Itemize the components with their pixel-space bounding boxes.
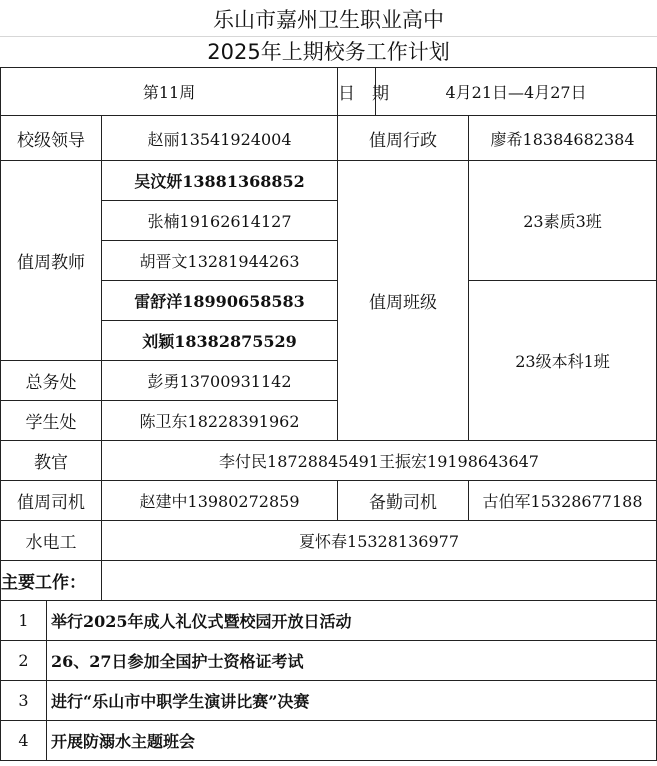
- work-item-text: 开展防溺水主题班会: [47, 721, 657, 761]
- backup-driver-value: 古伯军15328677188: [469, 481, 657, 521]
- work-item-text: 进行“乐山市中职学生演讲比赛”决赛: [47, 681, 657, 721]
- teacher-2: 张楠19162614127: [102, 201, 338, 241]
- instructor-label: 教官: [1, 441, 102, 481]
- backup-driver-label: 备勤司机: [338, 481, 469, 521]
- driver-label: 值周司机: [1, 481, 102, 521]
- student-office-label: 学生处: [1, 401, 102, 441]
- teachers-label: 值周教师: [1, 161, 102, 361]
- date-label: 日 期: [338, 68, 376, 116]
- work-item-num: 2: [1, 641, 47, 681]
- electrician-value: 夏怀春15328136977: [102, 521, 657, 561]
- instructor-value: 李付民18728845491王振宏19198643647: [102, 441, 657, 481]
- duty-class-2: 23级本科1班: [469, 281, 657, 441]
- admin-value: 廖希18384682384: [469, 116, 657, 161]
- driver-value: 赵建中13980272859: [102, 481, 338, 521]
- leader-value: 赵丽13541924004: [102, 116, 338, 161]
- main-work-label: 主要工作：: [1, 561, 102, 601]
- teacher-3: 胡晋文13281944263: [102, 241, 338, 281]
- duty-schedule-table: [0, 67, 657, 761]
- work-item-text: 举行2025年成人礼仪式暨校园开放日活动: [47, 601, 657, 641]
- week-label: 第11周: [1, 68, 338, 116]
- work-item-text: 26、27日参加全国护士资格证考试: [47, 641, 657, 681]
- admin-label: 值周行政: [338, 116, 469, 161]
- general-affairs-label: 总务处: [1, 361, 102, 401]
- electrician-label: 水电工: [1, 521, 102, 561]
- duty-class-1: 23素质3班: [469, 161, 657, 281]
- work-item-num: 3: [1, 681, 47, 721]
- work-item-num: 1: [1, 601, 47, 641]
- date-range: 4月21日—4月27日: [376, 68, 657, 116]
- teacher-1: 吴汶妍13881368852: [102, 161, 338, 201]
- plan-title: 2025年上期校务工作计划: [207, 40, 450, 64]
- general-affairs-value: 彭勇13700931142: [102, 361, 338, 401]
- class-duty-label: 值周班级: [338, 161, 469, 441]
- teacher-5: 刘颖18382875529: [102, 321, 338, 361]
- school-name: 乐山市嘉州卫生职业高中: [213, 8, 444, 32]
- work-item-num: 4: [1, 721, 47, 761]
- student-office-value: 陈卫东18228391962: [102, 401, 338, 441]
- teacher-4: 雷舒洋18990658583: [102, 281, 338, 321]
- main-work-blank: [102, 561, 657, 601]
- leader-label: 校级领导: [1, 116, 102, 161]
